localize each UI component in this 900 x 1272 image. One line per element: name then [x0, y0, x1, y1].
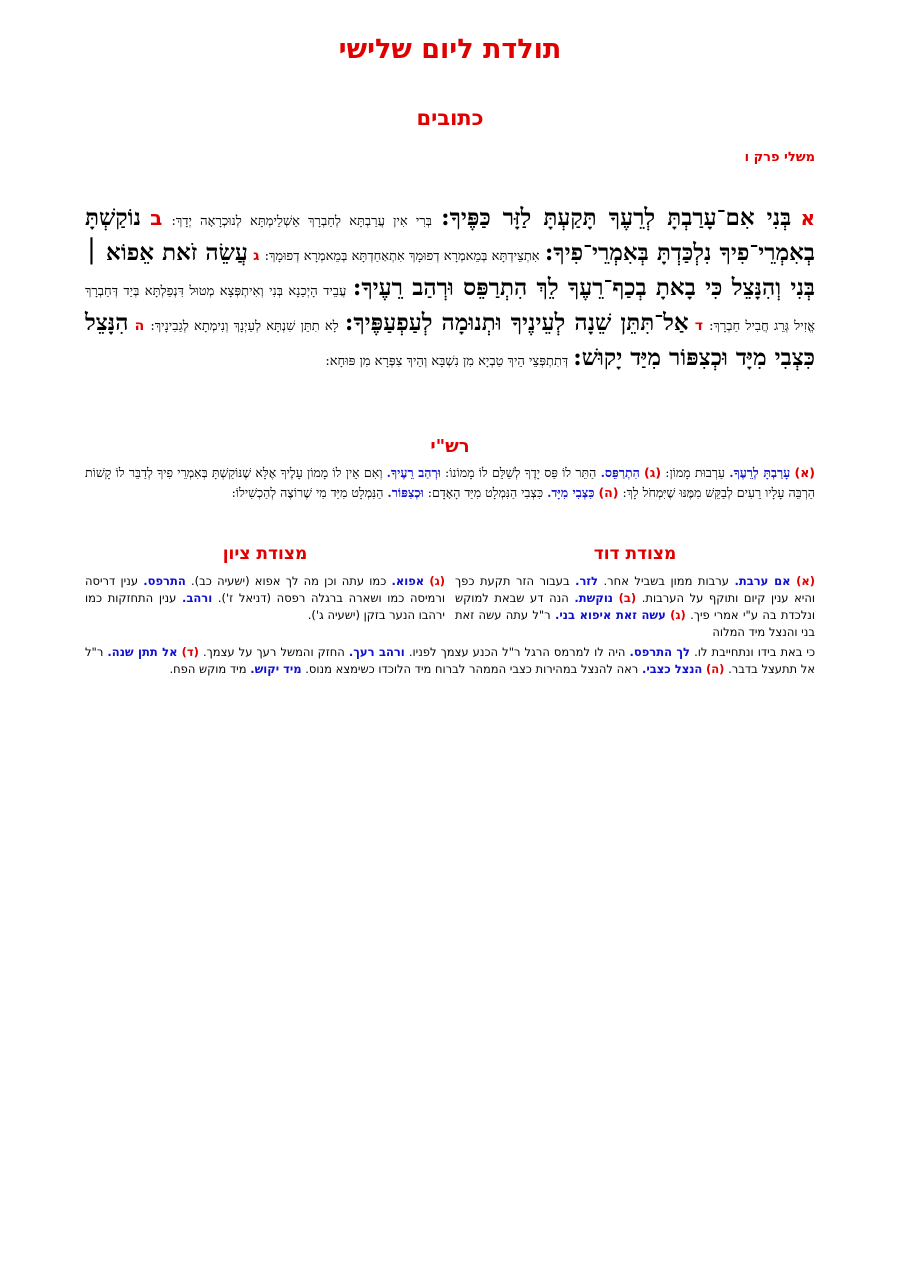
- metzudat-david-continuation: [85, 644, 815, 678]
- verse-number: ד: [694, 318, 703, 334]
- metzudat-zion-column: [85, 573, 445, 624]
- entry-heading: אם ערבת.: [734, 574, 791, 588]
- entry-text: ר"ל עתה עשה זאת בני והנצל מיד המלוה: [455, 608, 815, 639]
- entry-text: ר"ל אל תתעצל בדבר.: [85, 645, 815, 676]
- page-title: תולדת ליום שלישי: [338, 34, 562, 65]
- entry-mark: (ב): [618, 591, 637, 605]
- entry-mark: (א): [796, 574, 815, 588]
- entry-text: בעבור הזר תקעת כפך והיא ענין קיום ותוקף על הערבות.: [455, 574, 816, 605]
- entry-heading: אל תתן שנה.: [107, 645, 178, 659]
- verse: [171, 204, 816, 231]
- entry-mark: (ג): [429, 574, 446, 588]
- verse-number: ג: [253, 248, 260, 264]
- entry-mark: (ג): [644, 465, 662, 480]
- metzudat-zion-title: מצודת ציון: [222, 544, 308, 564]
- verse-targum: לָא תִתֵּן שִׁנְתָּא לְעַיְנָךְ וְנִימְתָא לְגַבִינָיךְ:: [150, 319, 339, 334]
- entry-mark: (ג): [670, 608, 686, 622]
- entry-text: הַתֵּר לוֹ פַּס יָדֶךָ לְשַׁלֵּם לוֹ מָמוֹנוֹ:: [445, 465, 597, 480]
- verse: [150, 309, 703, 336]
- entry-heading: הנצל כצבי.: [641, 662, 703, 676]
- entry-heading: ורהב רעך.: [348, 645, 405, 659]
- entry-heading: וּרְהַב רֵעֶיךָ.: [386, 465, 441, 480]
- entry-heading: עָרַבְתָּ לְרֵעֶךָ.: [729, 465, 791, 480]
- entry-mark: (ה): [705, 662, 725, 676]
- commentary-entry: [445, 465, 661, 480]
- entry-text: היה לו למרמס הרגל ר"ל הכנע עצמך לפניו.: [408, 645, 626, 659]
- entry-text: ענין התחזקות כמו ירהבו הנער בזקן (ישעיה ג').: [85, 591, 445, 622]
- entry-heading: עשה זאת איפוא בני.: [555, 608, 666, 622]
- commentary-entry: [409, 645, 690, 659]
- entry-text: כִּצְבִי הַנִּמְלָט מִיַּד הָאָדָם:: [427, 485, 544, 500]
- entry-heading: וּכְצִפּוֹר.: [387, 485, 424, 500]
- commentary-entry: [305, 662, 724, 676]
- entry-text: ראה להנצל במהירות כצבי הממהר לברוח מיד הלוכדו כשימצא מנוס.: [305, 662, 639, 676]
- verse-number: ה: [134, 318, 145, 334]
- verse-number: ב: [150, 206, 163, 230]
- entry-text: כי באת בידו ונתחייבת לו.: [694, 645, 816, 659]
- verse-hebrew: נוֹקַשְׁתָּ בְאִמְרֵי־פִיךָ נִלְכַּדְתָּ בְּאִמְרֵי־פִיךָ:: [85, 204, 816, 266]
- verse-targum: עֲבֵיד הָיְכַנָא בְּנִי וְאִיתְפְּצָא מְטוּל דִּנְפַלְתָּא בְּיַד דְּחַבְרָךְ אֱזִיל גְּרֵג חֲבִיל חַבְרָךְ:: [85, 284, 816, 334]
- section-title: כתובים: [416, 106, 484, 130]
- entry-text: החזק והמשל רעך על עצמך.: [202, 645, 345, 659]
- entry-heading: התרפס.: [143, 574, 186, 588]
- verse-targum: אִתְצֵידְתָּא בְּמֵאמְרָא דְפוּמָךְ אִתְאַחַדְתָּא בְּמֵאמְרָא דְפוּמָךְ:: [264, 249, 540, 264]
- entry-heading: הִתְרַפֵּס.: [600, 465, 640, 480]
- commentary-entry: [191, 574, 445, 588]
- entry-heading: לך התרפס.: [629, 645, 691, 659]
- entry-text: ענין דריסה ורמיסה כמו ושארה ברגלה רפסה (דניאל ז').: [85, 574, 445, 605]
- entry-heading: מיד יקוש.: [250, 662, 302, 676]
- chapter-title: משלי פרק ו: [744, 150, 815, 165]
- commentary-entry: [232, 485, 424, 500]
- metzudat-david-column: [455, 573, 815, 641]
- rashi-commentary: [85, 463, 815, 503]
- commentary-entry: [203, 645, 405, 659]
- verse-hebrew: עֲשֵׂה זֹאת אֵפוֹא ׀ בְּנִי וְהִנָּצֵל כִּי בָאתָ בְכַף־רֵעֶךָ לֵךְ הִתְרַפֵּס וּרְהַב רֵעֶיךָ:: [85, 239, 816, 301]
- entry-heading: לזר.: [575, 574, 598, 588]
- verse-hebrew: אַל־תִּתֵּן שֵׁנָה לְעֵינֶיךָ וּתְנוּמָה לְעַפְעַפֶּיךָ:: [344, 309, 689, 336]
- verse-targum: בְּרִי אִין עֲרַבְתָּא לְחַבְרָךְ אַשְׁלֵימְתָּא לְנוּכְרָאָה יְדָךְ:: [171, 214, 432, 229]
- rashi-title: רש"י: [430, 436, 470, 457]
- entry-mark: (ה): [598, 485, 619, 500]
- entry-text: ערבות ממון בשביל אחר.: [603, 574, 729, 588]
- verses-block: [85, 202, 815, 377]
- verse-number: א: [800, 206, 816, 230]
- entry-mark: (א): [794, 465, 816, 480]
- entry-text: הַנִּמְלָט מִיַּד מִי שֶׁרוֹצֶה לְהַכְשִׁילוֹ:: [231, 485, 384, 500]
- verse-hebrew: הִנָּצֵל כִּצְבִי מִיָּד וּכְצִפּוֹר מִיַּד יָקוּשׁ:: [85, 309, 815, 371]
- commentary-entry: [665, 465, 815, 480]
- entry-text: הנה דע שבאת למוקש ונלכדת בה ע"י אמרי פיך.: [455, 591, 816, 622]
- commentary-entry: [604, 574, 815, 588]
- entry-heading: אפוא.: [391, 574, 425, 588]
- metzudat-david-title: מצודת דוד: [593, 544, 677, 564]
- entry-mark: (ד): [181, 645, 199, 659]
- entry-heading: ורהב.: [182, 591, 213, 605]
- entry-text: וְאִם אֵין לוֹ מָמוֹן עָלֶיךָ אֶלָּא שֶׁנּוֹקַשְׁתָּ בְּאִמְרֵי פִיךָ לְדַבֵּר לוֹ קָשׁוֹת הַרְבֵּה עָלָיו רֵעִים לְבַקֵּשׁ מִמֶּנּוּ שֶׁיִּמְחֹל לָךְ:: [85, 465, 815, 500]
- entry-heading: נוקשת.: [574, 591, 613, 605]
- verse-targum: דְּתִתְפְּצֵי הֵיךְ טַבְיָא מִן נִשְׁבָּא וְהֵיךְ צִפְּרָא מִן פּוּחָא:: [325, 354, 569, 369]
- commentary-entry: [169, 662, 301, 676]
- entry-text: מיד מוקש הפח.: [169, 662, 247, 676]
- entry-heading: כִּצְבִי מִיָּד.: [547, 485, 595, 500]
- commentary-entry: [428, 485, 619, 500]
- entry-text: עַרְבוּת מָמוֹן:: [665, 465, 725, 480]
- verse-hebrew: בְּנִי אִם־עָרַבְתָּ לְרֵעֶךָ תָּקַעְתָּ לַזָּר כַּפֶּיךָ:: [441, 204, 792, 231]
- entry-text: כמו עתה וכן מה לך אפוא (ישעיה כב).: [190, 574, 387, 588]
